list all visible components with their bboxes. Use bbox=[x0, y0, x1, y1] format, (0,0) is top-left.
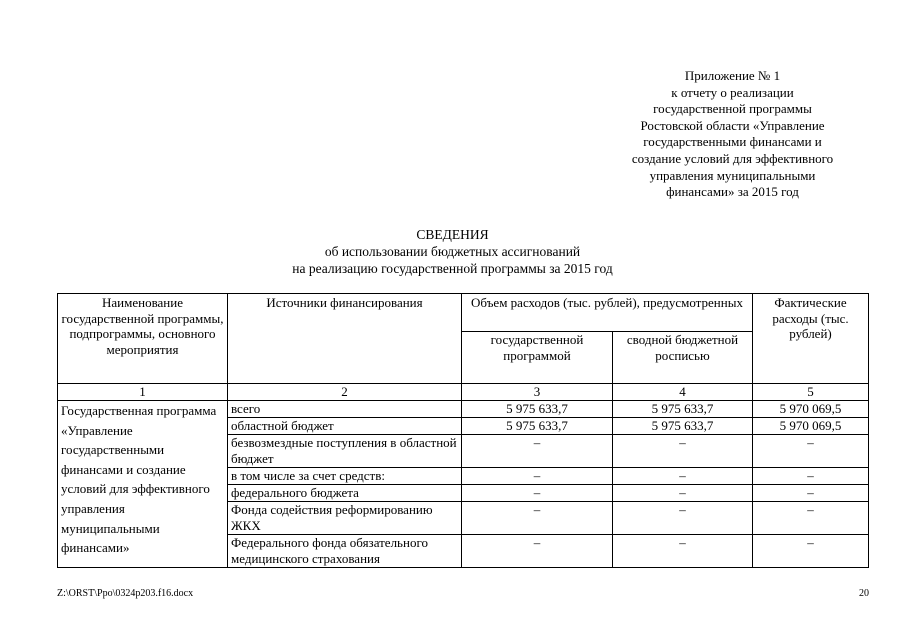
appendix-line: государственными финансами и bbox=[643, 134, 822, 150]
source-cell: Фонда содействия реформированию ЖКХ bbox=[228, 502, 462, 535]
program-value: – bbox=[462, 435, 613, 468]
header-by-budget: сводной бюджетной росписью bbox=[613, 332, 753, 384]
file-path: Z:\ORST\Ppo\0324p203.f16.docx bbox=[57, 588, 194, 599]
document-subtitle: на реализацию государственной программы за 2015 год bbox=[292, 261, 613, 276]
header-actual: Фактические расходы (тыс. рублей) bbox=[753, 294, 869, 384]
page-number: 20 bbox=[859, 588, 869, 599]
header-row bbox=[58, 294, 869, 332]
program-value: 5 975 633,7 bbox=[462, 418, 613, 435]
header-volume: Объем расходов (тыс. рублей), предусмотренных bbox=[462, 294, 753, 332]
appendix-line: Приложение № 1 bbox=[684, 68, 781, 83]
budget-value: – bbox=[613, 435, 753, 468]
source-cell: областной бюджет bbox=[228, 418, 462, 435]
expenditure-table bbox=[57, 293, 869, 568]
source-cell: безвозмездные поступления в областной бюджет bbox=[228, 435, 462, 468]
budget-value: 5 975 633,7 bbox=[613, 401, 753, 418]
actual-value: – bbox=[753, 485, 869, 502]
actual-value: – bbox=[753, 435, 869, 468]
program-value: 5 975 633,7 bbox=[462, 401, 613, 418]
budget-value: – bbox=[613, 502, 753, 535]
program-name: Государственная программа «Управление государственными финансами и создание условий для эффективного управления муниципальными финансами» bbox=[58, 401, 228, 568]
appendix-line: управления муниципальными bbox=[649, 167, 816, 183]
source-cell: Федерального фонда обязательного медицинского страхования bbox=[228, 535, 462, 568]
program-value: – bbox=[462, 535, 613, 568]
budget-value: – bbox=[613, 468, 753, 485]
table-row bbox=[58, 401, 869, 418]
document-heading bbox=[0, 226, 905, 277]
actual-value: – bbox=[753, 502, 869, 535]
source-cell: в том числе за счет средств: bbox=[228, 468, 462, 485]
appendix-line: Ростовской области «Управление bbox=[640, 117, 825, 133]
col-number: 3 bbox=[462, 384, 613, 401]
appendix-line: создание условий для эффективного bbox=[631, 150, 834, 166]
appendix-line: государственной программы bbox=[653, 101, 812, 117]
source-cell: федерального бюджета bbox=[228, 485, 462, 502]
actual-value: – bbox=[753, 535, 869, 568]
actual-value: 5 970 069,5 bbox=[753, 401, 869, 418]
header-name: Наименование государственной программы, подпрограммы, основного мероприятия bbox=[58, 294, 228, 384]
header-by-program: государственной программой bbox=[462, 332, 613, 384]
actual-value: – bbox=[753, 468, 869, 485]
source-cell: всего bbox=[228, 401, 462, 418]
col-number: 1 bbox=[58, 384, 228, 401]
program-value: – bbox=[462, 468, 613, 485]
program-value: – bbox=[462, 502, 613, 535]
program-value: – bbox=[462, 485, 613, 502]
document-title: СВЕДЕНИЯ bbox=[416, 227, 489, 242]
document-subtitle: об использовании бюджетных ассигнований bbox=[324, 244, 581, 259]
appendix-note bbox=[600, 68, 865, 201]
appendix-line: финансами» за 2015 год bbox=[666, 184, 799, 200]
col-number: 4 bbox=[613, 384, 753, 401]
col-number: 2 bbox=[228, 384, 462, 401]
column-number-row bbox=[58, 384, 869, 401]
col-number: 5 bbox=[753, 384, 869, 401]
appendix-line: к отчету о реализации bbox=[671, 84, 794, 100]
actual-value: 5 970 069,5 bbox=[753, 418, 869, 435]
budget-value: – bbox=[613, 535, 753, 568]
budget-value: – bbox=[613, 485, 753, 502]
header-sources: Источники финансирования bbox=[228, 294, 462, 384]
budget-value: 5 975 633,7 bbox=[613, 418, 753, 435]
